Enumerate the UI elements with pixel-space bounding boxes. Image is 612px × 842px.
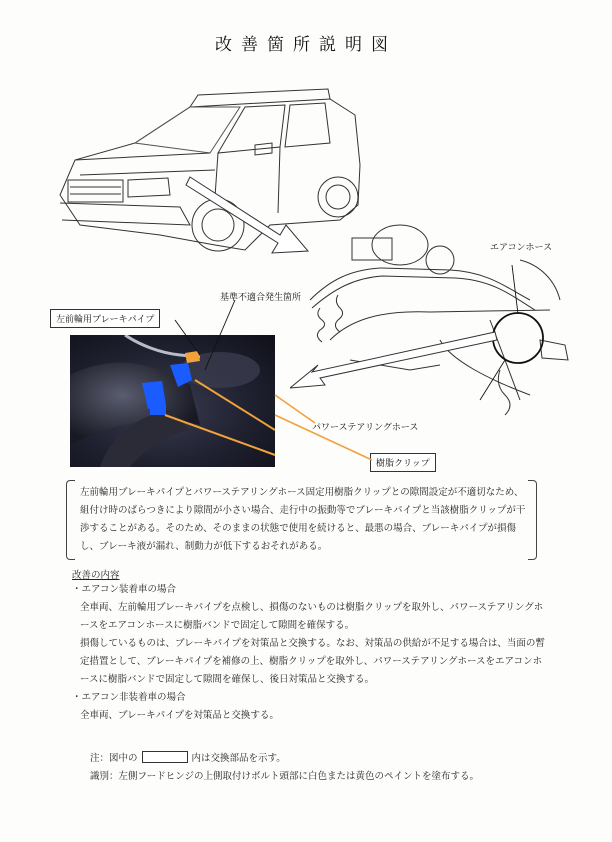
legend-note bbox=[90, 750, 560, 767]
label-aircon-hose: エアコンホース bbox=[490, 243, 553, 253]
case2-heading: ・エアコン非装着車の場合 bbox=[72, 692, 186, 703]
page-title: 改善箇所説明図 bbox=[215, 35, 397, 55]
legend-note-prefix: 注：図中の bbox=[90, 753, 138, 764]
defect-description: 左前輪用ブレーキパイプとパワーステアリングホース固定用樹脂クリップとの隙間設定が不適切なため、組付け時のばらつきにより隙間が小さい場合、走行中の振動等でブレーキパイプと当該樹脂クリップが干渉することがある。そのため、そのままの状態で使用を続けると、最悪の場合、ブレーキパイプが損傷し、ブレーキ液が漏れ、制動力が低下するおそれがある。 bbox=[80, 487, 526, 552]
label-power-steering-hose: パワーステアリングホース bbox=[312, 423, 419, 433]
label-left-front-brake-pipe: 左前輪用ブレーキパイプ bbox=[50, 309, 160, 328]
legend-swatch bbox=[142, 751, 188, 763]
photo-leader-lines bbox=[110, 300, 430, 470]
case1-heading: ・エアコン装着車の場合 bbox=[72, 584, 177, 595]
identification-note: 識別：左側フードヒンジの上側取付けボルト頭部に白色または黄色のペイントを塗布する。 bbox=[90, 771, 479, 782]
case1-paragraph2: 損傷しているものは、ブレーキパイプを対策品と交換する。なお、対策品の供給が不足する場合は、当面の暫定措置として、ブレーキパイプを補修の上、樹脂クリップを取外し、パワーステアリングホースをエアコンホースに樹脂バンドで固定して隙間を確保し、後日対策品と交換する。 bbox=[80, 638, 545, 685]
case1-paragraph1: 全車両、左前輪用ブレーキパイプを点検し、損傷のないものは樹脂クリップを取外し、パワーステアリングホースをエアコンホースに樹脂バンドで固定して隙間を確保する。 bbox=[80, 602, 544, 631]
label-nonconformity: 基準不適合発生箇所 bbox=[220, 293, 302, 303]
case2-paragraph1: 全車両、ブレーキパイプを対策品と交換する。 bbox=[80, 710, 279, 721]
legend-note-suffix: 内は交換部品を示す。 bbox=[191, 753, 286, 764]
improvement-title: 改善の内容 bbox=[72, 570, 120, 581]
label-resin-clip: 樹脂クリップ bbox=[370, 453, 436, 472]
